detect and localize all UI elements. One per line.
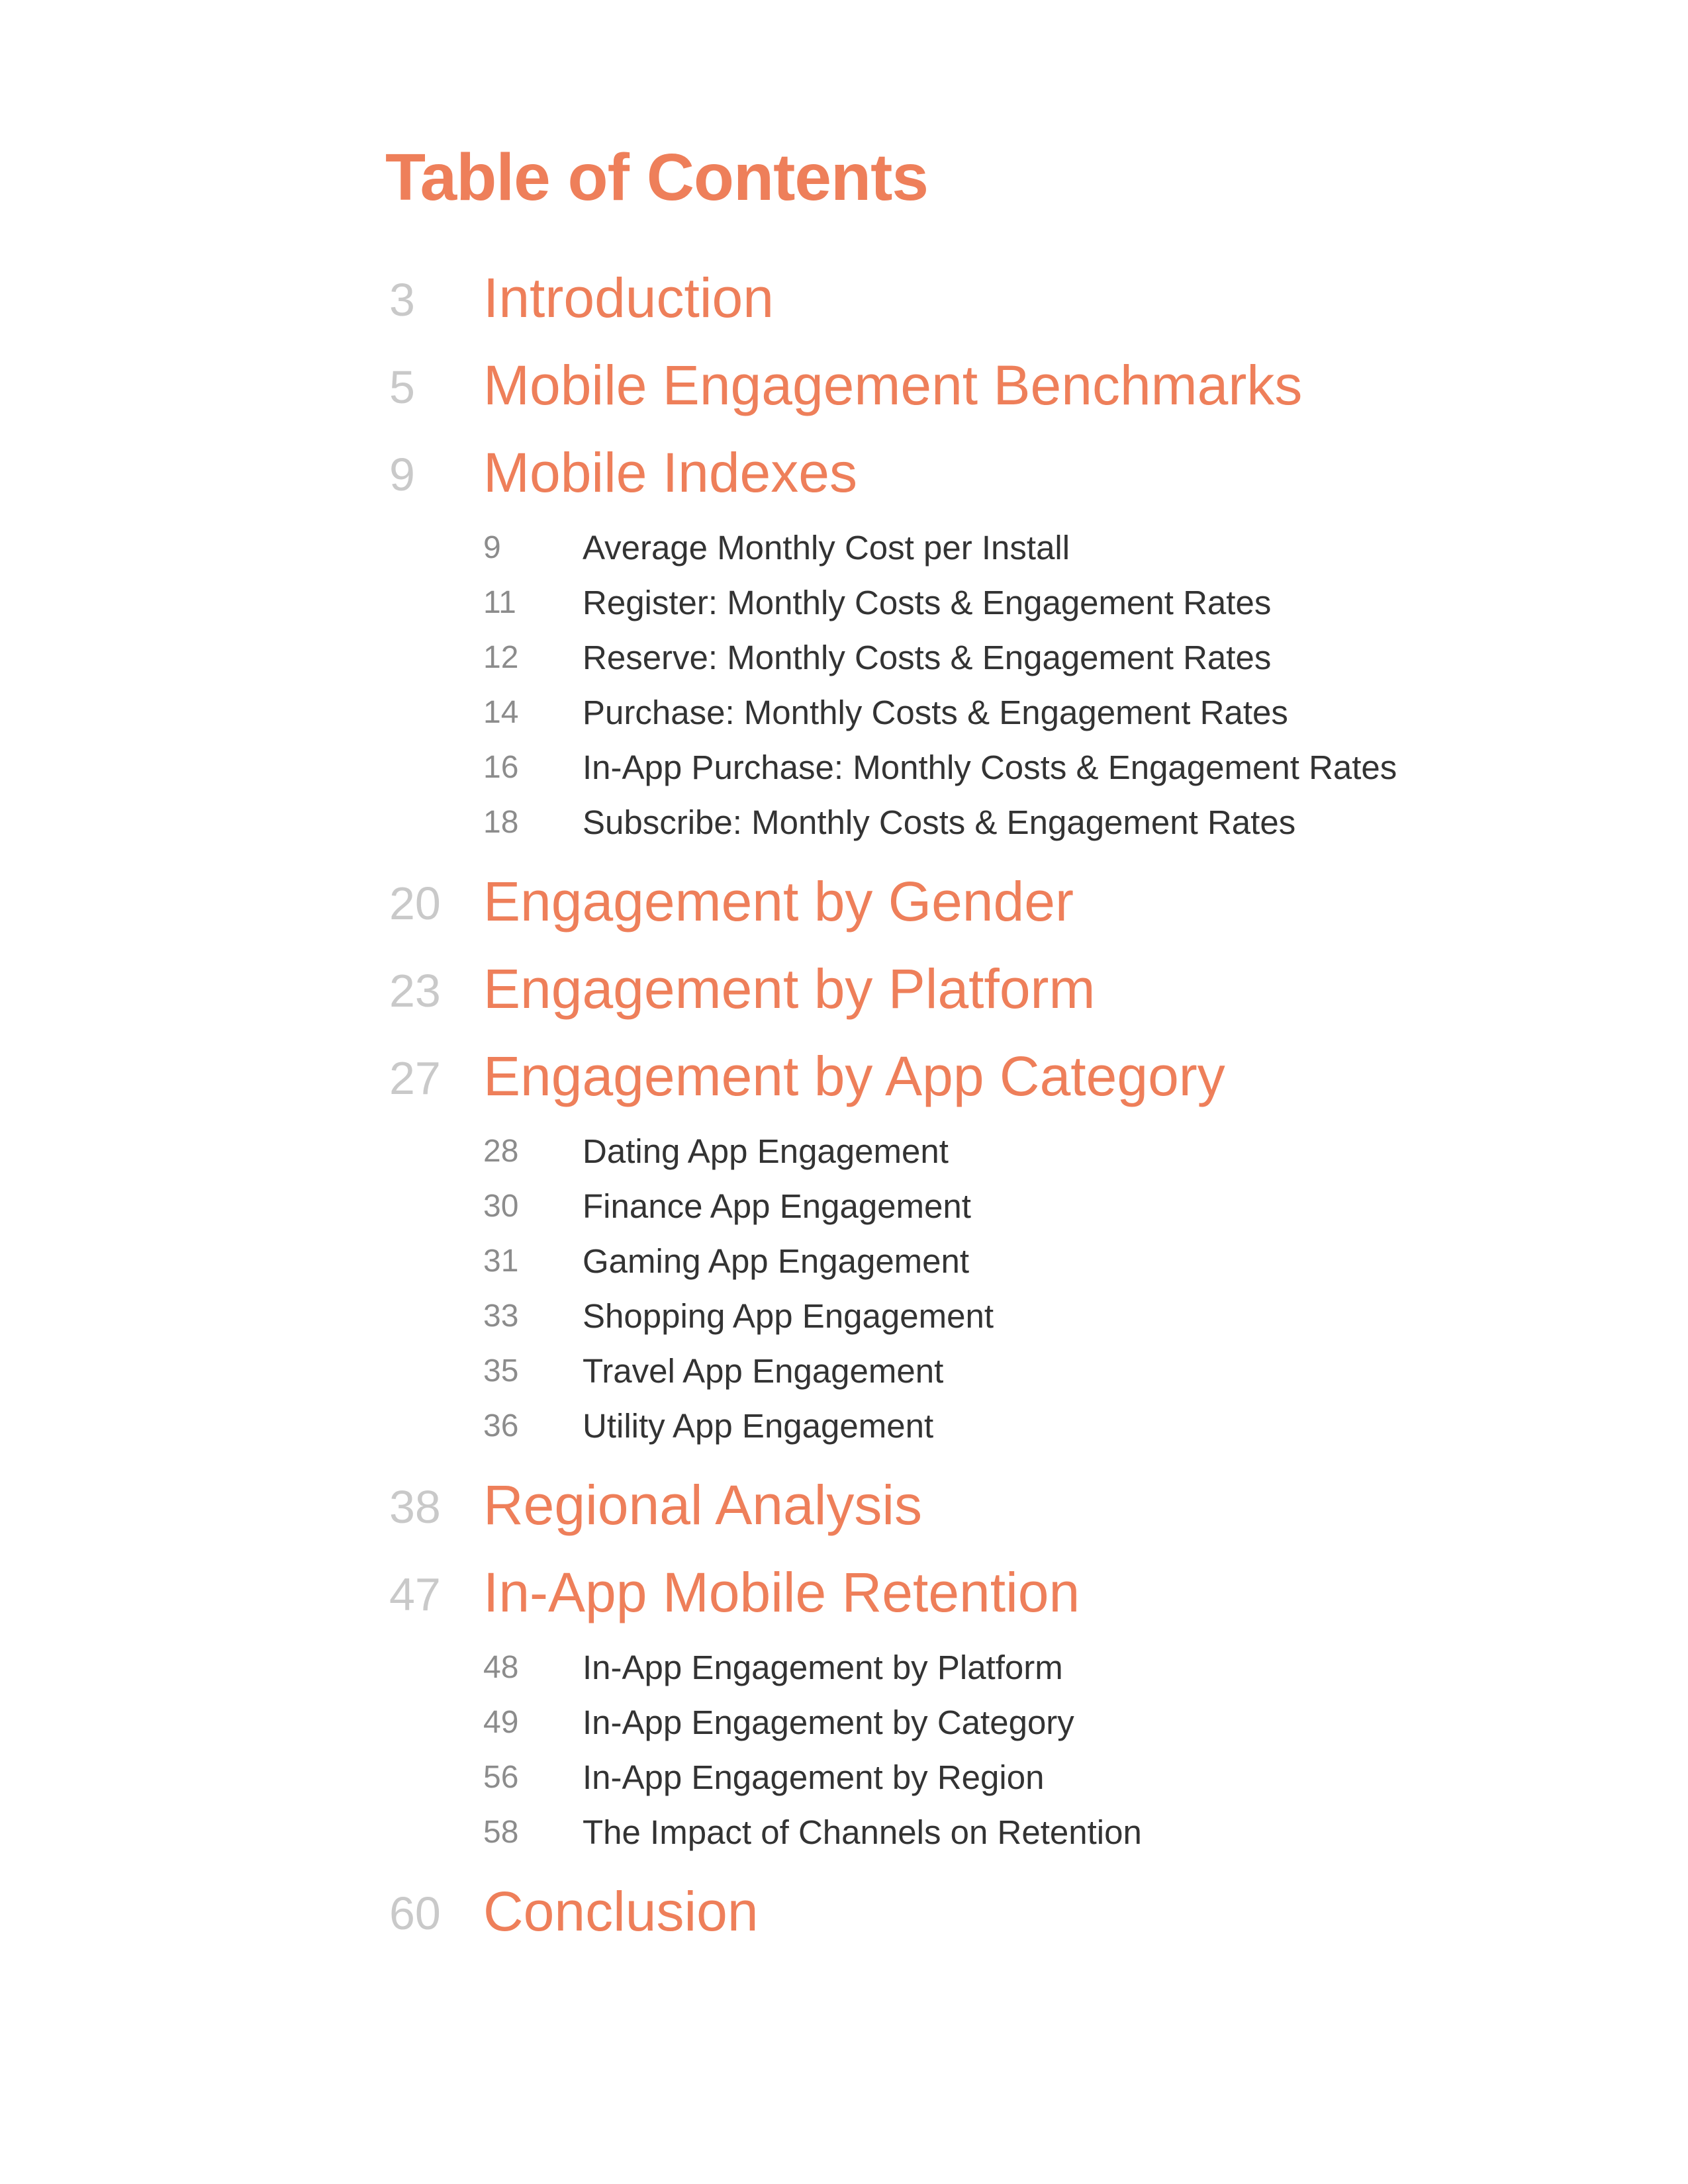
toc-page-number: 12 xyxy=(483,640,519,675)
toc-page-number: 31 xyxy=(483,1244,519,1279)
toc-entry-label: In-App Engagement by Region xyxy=(583,1758,1045,1796)
toc-page-number: 30 xyxy=(483,1189,519,1224)
toc-entry-label: Gaming App Engagement xyxy=(583,1242,970,1280)
toc-entry-label: Engagement by Gender xyxy=(483,870,1074,933)
toc-page-number: 60 xyxy=(389,1888,441,1939)
toc-page-number: 48 xyxy=(483,1650,519,1685)
toc-page-number: 35 xyxy=(483,1353,519,1388)
toc-entry-label: In-App Mobile Retention xyxy=(483,1561,1080,1623)
toc-entry-label: Travel App Engagement xyxy=(583,1352,944,1390)
toc-entry-label: Shopping App Engagement xyxy=(583,1297,994,1335)
toc-page-number: 58 xyxy=(483,1815,519,1850)
toc-page-number: 3 xyxy=(389,274,415,326)
toc-page-number: 16 xyxy=(483,750,519,785)
toc-entry-label: In-App Engagement by Platform xyxy=(583,1649,1063,1686)
toc-entry-label: Subscribe: Monthly Costs & Engagement Rates xyxy=(583,803,1296,841)
toc-entry-label: Conclusion xyxy=(483,1880,759,1942)
toc-page-number: 18 xyxy=(483,805,519,840)
toc-page-number: 49 xyxy=(483,1705,519,1740)
toc-page-number: 5 xyxy=(389,361,415,413)
toc-page-number: 38 xyxy=(389,1481,441,1533)
toc-entry-label: Mobile Indexes xyxy=(483,441,857,504)
toc-entry-label: Regional Analysis xyxy=(483,1474,923,1536)
toc-page-number: 33 xyxy=(483,1298,519,1334)
toc-entry-label: The Impact of Channels on Retention xyxy=(583,1813,1142,1851)
toc-entry-label: Engagement by Platform xyxy=(483,958,1096,1020)
toc-entry-label: In-App Purchase: Monthly Costs & Engagement Rates xyxy=(583,749,1397,786)
toc-page-number: 11 xyxy=(483,585,516,620)
toc-page-number: 27 xyxy=(389,1052,441,1104)
toc-page-number: 28 xyxy=(483,1134,519,1169)
toc-page-number: 36 xyxy=(483,1408,519,1443)
toc-entry-label: Engagement by App Category xyxy=(483,1045,1225,1107)
toc-entry-label: Dating App Engagement xyxy=(583,1132,949,1170)
toc-entry-label: Utility App Engagement xyxy=(583,1407,934,1445)
toc-page-number: 47 xyxy=(389,1569,441,1620)
toc-page-number: 9 xyxy=(389,449,415,500)
toc-entry-label: Purchase: Monthly Costs & Engagement Rates xyxy=(583,694,1288,731)
toc-entry-label: Introduction xyxy=(483,267,774,329)
toc-page-number: 9 xyxy=(483,530,501,565)
toc-page-number: 14 xyxy=(483,695,519,730)
toc-entry-label: Average Monthly Cost per Install xyxy=(583,529,1070,567)
toc-entry-label: Finance App Engagement xyxy=(583,1187,971,1225)
toc-entry-label: Register: Monthly Costs & Engagement Rates xyxy=(583,584,1272,621)
toc-page-number: 20 xyxy=(389,878,441,929)
toc-entry-label: In-App Engagement by Category xyxy=(583,1704,1074,1741)
toc-entry-label: Reserve: Monthly Costs & Engagement Rates xyxy=(583,639,1272,676)
toc-page-number: 56 xyxy=(483,1760,519,1795)
toc-page-number: 23 xyxy=(389,965,441,1017)
toc-entry-label: Mobile Engagement Benchmarks xyxy=(483,354,1303,416)
page-title: Table of Contents xyxy=(385,140,929,214)
